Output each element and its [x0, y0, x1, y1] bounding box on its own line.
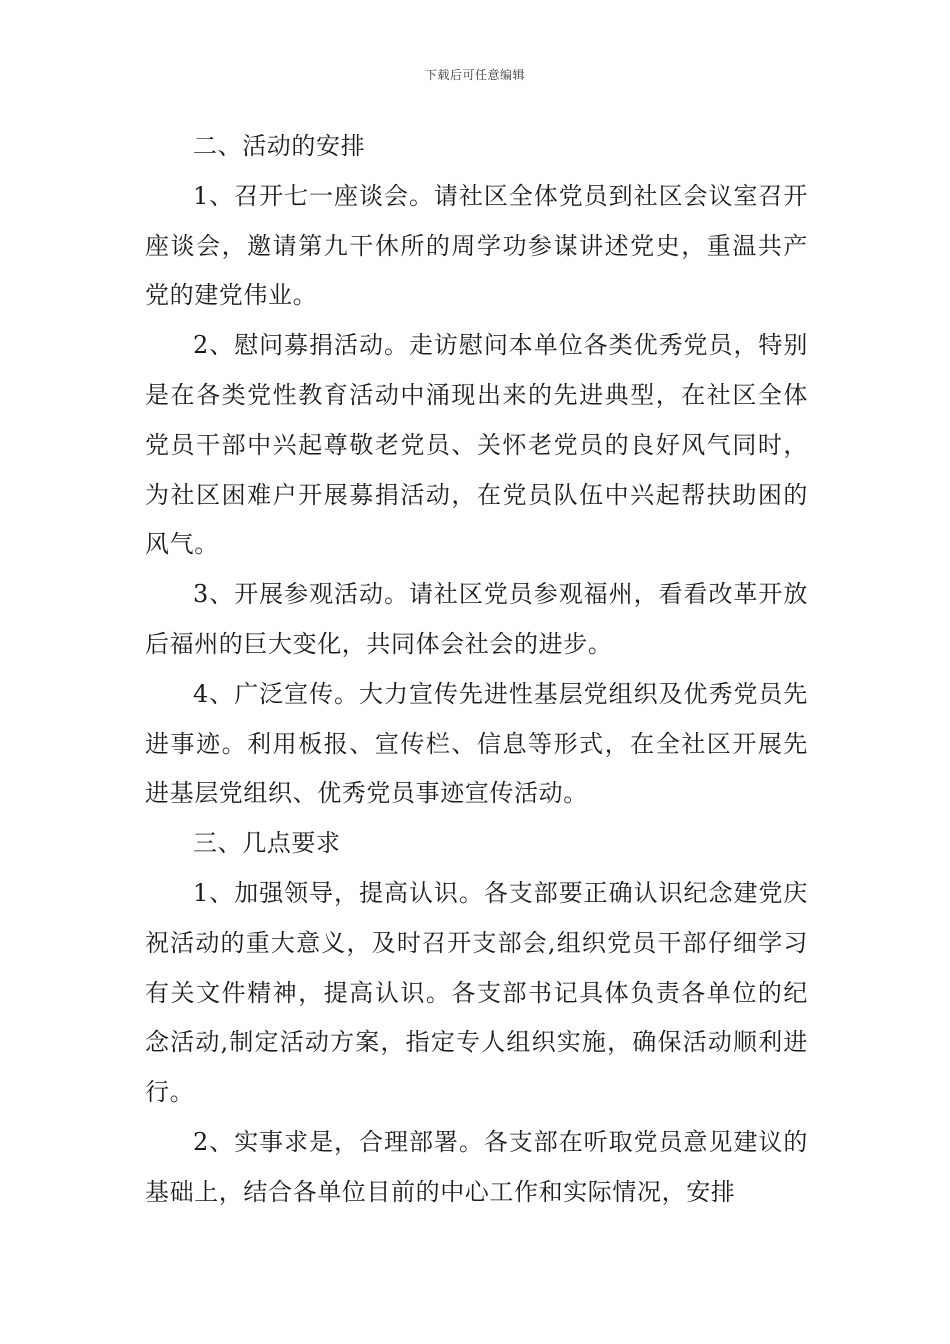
section-heading-requirements: 三、几点要求	[193, 829, 341, 858]
document-body	[145, 122, 808, 1218]
paragraph-item-1: 1、召开七一座谈会。请社区全体党员到社区会议室召开座谈会，邀请第九干休所的周学功参谋讲述党史，重温共产党的建党伟业。	[145, 181, 808, 310]
paragraph-item-4: 4、广泛宣传。大力宣传先进性基层党组织及优秀党员先进事迹。利用板报、宣传栏、信息等形式，在全社区开展先进基层党组织、优秀党员事迹宣传活动。	[145, 679, 808, 808]
requirement-item-1: 1、加强领导，提高认识。各支部要正确认识纪念建党庆祝活动的重大意义，及时召开支部会,组织党员干部仔细学习有关文件精神，提高认识。各支部书记具体负责各单位的纪念活动,制定活动方案，指定专人组织实施，确保活动顺利进行。	[145, 878, 808, 1107]
requirement-item-2: 2、实事求是，合理部署。各支部在听取党员意见建议的基础上，结合各单位目前的中心工作和实际情况，安排	[145, 1127, 808, 1206]
page-header-note: 下载后可任意编辑	[424, 68, 525, 82]
paragraph-item-3: 3、开展参观活动。请社区党员参观福州，看看改革开放后福州的巨大变化，共同体会社会的进步。	[145, 580, 808, 658]
section-heading-activity-arrangement: 二、活动的安排	[193, 132, 366, 160]
paragraph-item-2: 2、慰问募捐活动。走访慰问本单位各类优秀党员，特别是在各类党性教育活动中涌现出来的先进典型，在社区全体党员干部中兴起尊敬老党员、关怀老党员的良好风气同时，为社区困难户开展募捐活动，在党员队伍中兴起帮扶助困的风气。	[145, 331, 808, 559]
